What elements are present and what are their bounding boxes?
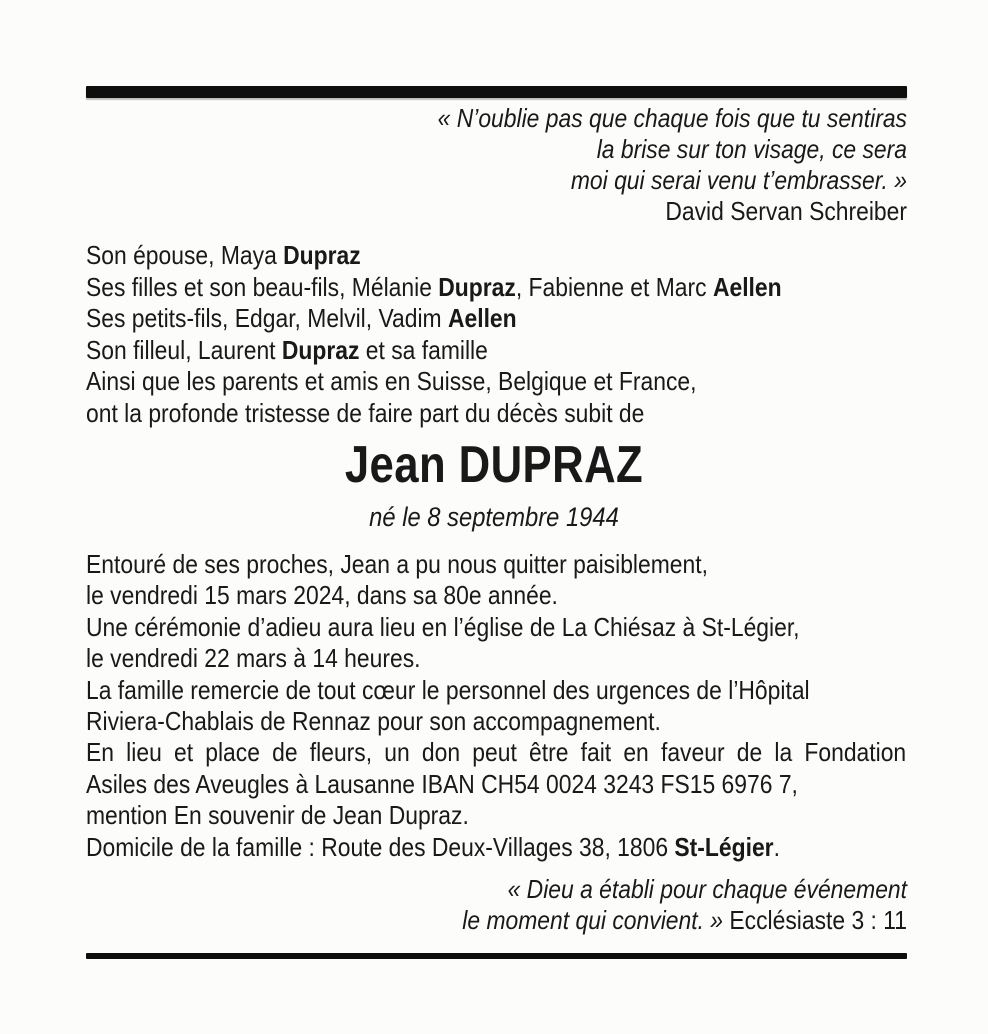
- closing-quote-line: « Dieu a établi pour chaque événement: [507, 874, 907, 904]
- notice-line-passing: Entouré de ses proches, Jean a pu nous quitter paisiblement,: [86, 549, 708, 579]
- closing-quote: [87, 874, 907, 936]
- family-line-announcement: ont la profonde tristesse de faire part du décès subit de: [86, 397, 645, 428]
- bible-reference: Ecclésiaste 3 : 11: [729, 905, 907, 935]
- family-line-godson: Son filleul, Laurent Dupraz et sa famille: [86, 334, 488, 365]
- notice-line-death-date: le vendredi 15 mars 2024, dans sa 80e année.: [86, 580, 558, 611]
- notice-line-family-address: Domicile de la famille : Route des Deux-Villages 38, 1806 St-Légier.: [86, 831, 780, 862]
- notice-line-ceremony-date: le vendredi 22 mars à 14 heures.: [86, 643, 421, 674]
- notice-body: [86, 549, 906, 863]
- notice-line-ceremony: Une cérémonie d’adieu aura lieu en l’église de La Chiésaz à St-Légier,: [86, 611, 800, 642]
- opening-quote-attribution: David Servan Schreiber: [665, 196, 907, 226]
- opening-quote-line: la brise sur ton visage, ce sera: [596, 134, 907, 164]
- family-list: [86, 240, 906, 429]
- family-line-daughters: Ses filles et son beau-fils, Mélanie Dupraz, Fabienne et Marc Aellen: [86, 271, 782, 302]
- notice-line-thanks: La famille remercie de tout cœur le personnel des urgences de l’Hôpital: [86, 674, 810, 705]
- birth-date: né le 8 septembre 1944: [369, 502, 619, 532]
- torn-edge-bottom: [86, 953, 907, 959]
- family-line-spouse: Son épouse, Maya Dupraz: [86, 240, 361, 270]
- closing-quote-text: le moment qui convient. »: [462, 905, 730, 935]
- notice-line-donation-mention: mention En souvenir de Jean Dupraz.: [86, 800, 469, 831]
- opening-quote-line: « N’oublie pas que chaque fois que tu sentiras: [437, 103, 907, 133]
- notice-line-donation-iban: Asiles des Aveugles à Lausanne IBAN CH54 0024 3243 FS15 6976 7,: [86, 768, 798, 799]
- torn-edge-top: [86, 86, 907, 98]
- family-line-grandsons: Ses petits-fils, Edgar, Melvil, Vadim Aellen: [86, 303, 517, 333]
- notice-line-thanks-2: Riviera-Chablais de Rennaz pour son accompagnement.: [86, 706, 661, 737]
- family-line-relatives: Ainsi que les parents et amis en Suisse, Belgique et France,: [86, 366, 697, 396]
- deceased-name: Jean DUPRAZ: [344, 436, 644, 494]
- closing-quote-line-2: [87, 905, 907, 936]
- opening-quote-line: moi qui serai venu t’embrasser. »: [570, 165, 907, 195]
- notice-line-donation: En lieu et place de fleurs, un don peut être fait en faveur de la Fondation: [86, 737, 907, 768]
- opening-quote: [87, 103, 907, 227]
